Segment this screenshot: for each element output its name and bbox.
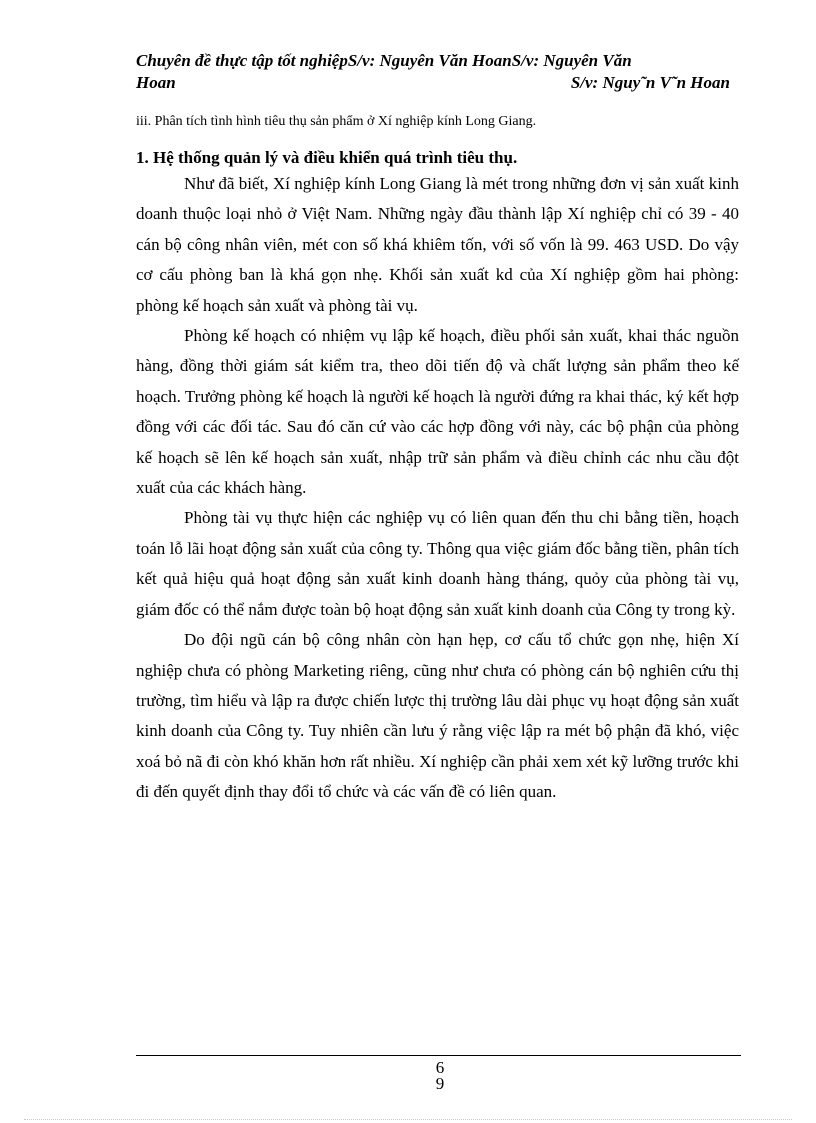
page-number-line-2: 9 — [435, 1074, 445, 1093]
paragraph: Phòng tài vụ thực hiện các nghiệp vụ có liên quan đến thu chi bằng tiền, hoạch toán lỗ lãi hoạt động sản xuất của công ty. Thông qua việc giám đốc bằng tiền, phân tích kết quả hiệu quả hoạt động sản xuất kinh doanh hàng tháng, quỏy của phòng tài vụ, giám đốc có thể nắm được toàn bộ hoạt động sản xuất kinh doanh của Công ty trong kỳ. — [136, 508, 739, 619]
paragraph: Phòng kế hoạch có nhiệm vụ lập kế hoạch, điều phối sản xuất, khai thác nguồn hàng, đồng thời giám sát kiểm tra, theo dõi tiến độ và chất lượng sản phẩm theo kế hoạch. Trưởng phòng kế hoạch là người kế hoạch là người đứng ra khai thác, ký kết hợp đồng với các đối tác. Sau đó căn cứ vào các hợp đồng với này, các bộ phận của phòng kế hoạch sẽ lên kế hoạch sản xuất, nhập trữ sản phẩm và điều chỉnh các nhu cầu đột xuất của các khách hàng. — [136, 326, 739, 498]
page-bottom-border — [24, 1119, 792, 1120]
running-header — [136, 50, 730, 94]
section-heading: iii. Phân tích tình hình tiêu thụ sản phẩm ở Xí nghiệp kính Long Giang. — [136, 114, 537, 129]
header-line-2-left: Hoan — [136, 73, 176, 92]
subheading: 1. Hệ thống quản lý và điều khiển quá trình tiêu thụ. — [136, 148, 518, 167]
header-line-2-right: S/v: Nguy˜n V˜n Hoan — [570, 73, 730, 92]
page-number-line-1: 6 — [435, 1058, 445, 1077]
paragraph: Do đội ngũ cán bộ công nhân còn hạn hẹp, cơ cấu tổ chức gọn nhẹ, hiện Xí nghiệp chưa có phòng Marketing riêng, cũng như chưa có phòng cán bộ nghiên cứu thị trường, tìm hiểu và lập ra được chiến lược thị trường lâu dài phục vụ hoạt động sản xuất kinh doanh của Công ty. Tuy nhiên cần lưu ý rằng việc lập ra mét bộ phận đã khó, việc xoá bỏ nã đi còn khó khăn hơn rất nhiều. Xí nghiệp cần phải xem xét kỹ lưỡng trước khi đi đến quyết định thay đổi tổ chức và các vấn đề có liên quan. — [136, 630, 739, 802]
body-text — [136, 169, 739, 808]
header-line-1: Chuyên đề thực tập tốt nghiệpS/v: Nguyên Văn HoanS/v: Nguyên Văn — [136, 51, 632, 70]
footer-rule — [136, 1055, 741, 1056]
page-number — [420, 1060, 460, 1092]
header-line-2 — [136, 72, 730, 94]
paragraph: Như đã biết, Xí nghiệp kính Long Giang là mét trong những đơn vị sản xuất kinh doanh thuộc loại nhỏ ở Việt Nam. Những ngày đầu thành lập Xí nghiệp chỉ có 39 - 40 cán bộ công nhân viên, mét con số khá khiêm tốn, với số vốn là 99. 463 USD. Do vậy cơ cấu phòng ban là khá gọn nhẹ. Khối sản xuất kd của Xí nghiệp gồm hai phòng: phòng kế hoạch sản xuất và phòng tài vụ. — [136, 174, 739, 315]
